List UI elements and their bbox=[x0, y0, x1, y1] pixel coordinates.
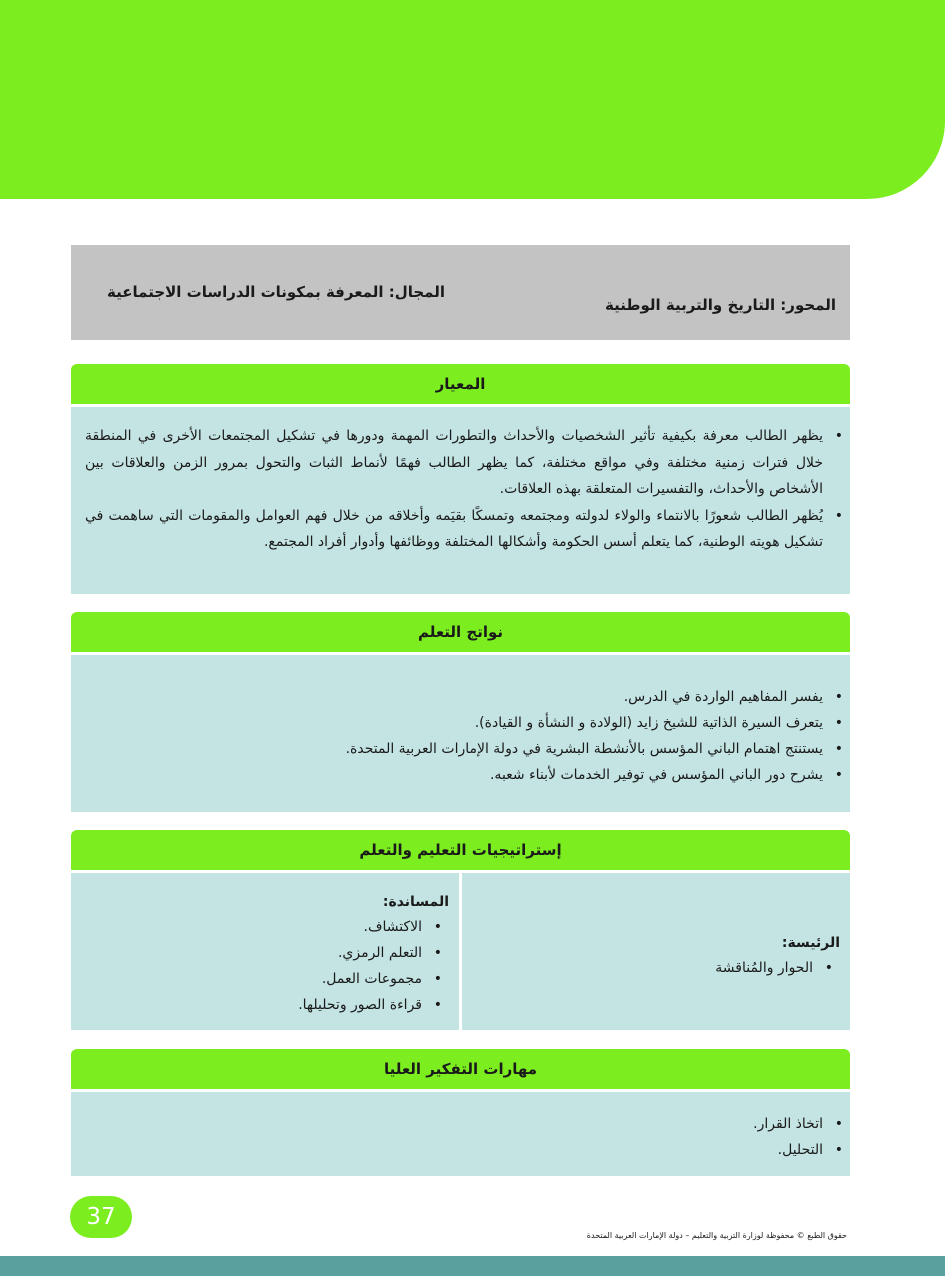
header-box bbox=[71, 245, 850, 340]
outcomes-body bbox=[71, 655, 850, 812]
skill-item: • اتخاذ القرار. bbox=[85, 1111, 823, 1137]
outcome-item: • يتعرف السيرة الذاتية للشيخ زايد (الولادة و النشأة و القيادة). bbox=[85, 710, 823, 736]
strategies-section bbox=[71, 830, 850, 1030]
outcome-item: • يفسر المفاهيم الواردة في الدرس. bbox=[85, 684, 823, 710]
standard-item: • يُظهر الطالب شعورًا بالانتماء والولاء لدولته ومجتمعه وتمسكًا بقيَمه وأخلاقه من خلال فهم العوامل والمقومات التي ساهمت في تشكيل هويته الوطنية، كما يتعلم أسس الحكومة وأشكالها المختلفة ووظائفها وأدوار أفراد المجتمع. bbox=[85, 503, 823, 556]
top-banner bbox=[0, 0, 945, 199]
skills-body bbox=[71, 1092, 850, 1176]
skills-section bbox=[71, 1049, 850, 1176]
copyright-notice: حقوق الطبع © محفوظة لوزارة التربية والتعليم – دولة الإمارات العربية المتحدة bbox=[586, 1231, 847, 1240]
strategies-title: إستراتيجيات التعليم والتعلم bbox=[71, 830, 850, 870]
standard-section bbox=[71, 364, 850, 594]
standard-item: • يظهر الطالب معرفة بكيفية تأثير الشخصيات والأحداث والتطورات المهمة ودورها في تشكيل المجتمعات الأخرى في المنطقة خلال فترات زمنية مختلفة وفي مواقع مختلفة، كما يظهر الطالب فهمًا لأنماط الثبات والتحول بمرور الزمن والعلاقات بين الأشخاص والأحداث، والتفسيرات المتعلقة بهذه العلاقات. bbox=[85, 423, 823, 503]
axis-label: المحور: التاريخ والتربية الوطنية bbox=[604, 296, 836, 314]
main-strategies bbox=[462, 873, 850, 1030]
standard-body bbox=[71, 407, 850, 594]
page-number: 37 bbox=[70, 1196, 132, 1238]
outcome-item: • يستنتج اهتمام الباني المؤسس بالأنشطة البشرية في دولة الإمارات العربية المتحدة. bbox=[85, 736, 823, 762]
supporting-strategy-item: • مجموعات العمل. bbox=[81, 966, 422, 992]
bottom-bar bbox=[0, 1256, 945, 1276]
domain-label: المجال: المعرفة بمكونات الدراسات الاجتماعية bbox=[107, 283, 445, 301]
main-strategies-title: الرئيسة: bbox=[781, 935, 840, 951]
outcomes-title: نواتج التعلم bbox=[71, 612, 850, 652]
supporting-strategy-item: • الاكتشاف. bbox=[81, 914, 422, 940]
skill-item: • التحليل. bbox=[85, 1137, 823, 1163]
supporting-strategy-item: • التعلم الرمزي. bbox=[81, 940, 422, 966]
outcomes-section bbox=[71, 612, 850, 812]
supporting-strategies-title: المساندة: bbox=[382, 894, 449, 910]
supporting-strategy-item: • قراءة الصور وتحليلها. bbox=[81, 992, 422, 1018]
main-strategy-item: • الحوار والمُناقشة bbox=[472, 955, 813, 981]
strategies-columns bbox=[71, 873, 850, 1030]
outcome-item: • يشرح دور الباني المؤسس في توفير الخدمات لأبناء شعبه. bbox=[85, 762, 823, 788]
skills-title: مهارات التفكير العليا bbox=[71, 1049, 850, 1089]
standard-title: المعيار bbox=[71, 364, 850, 404]
supporting-strategies bbox=[71, 873, 459, 1030]
